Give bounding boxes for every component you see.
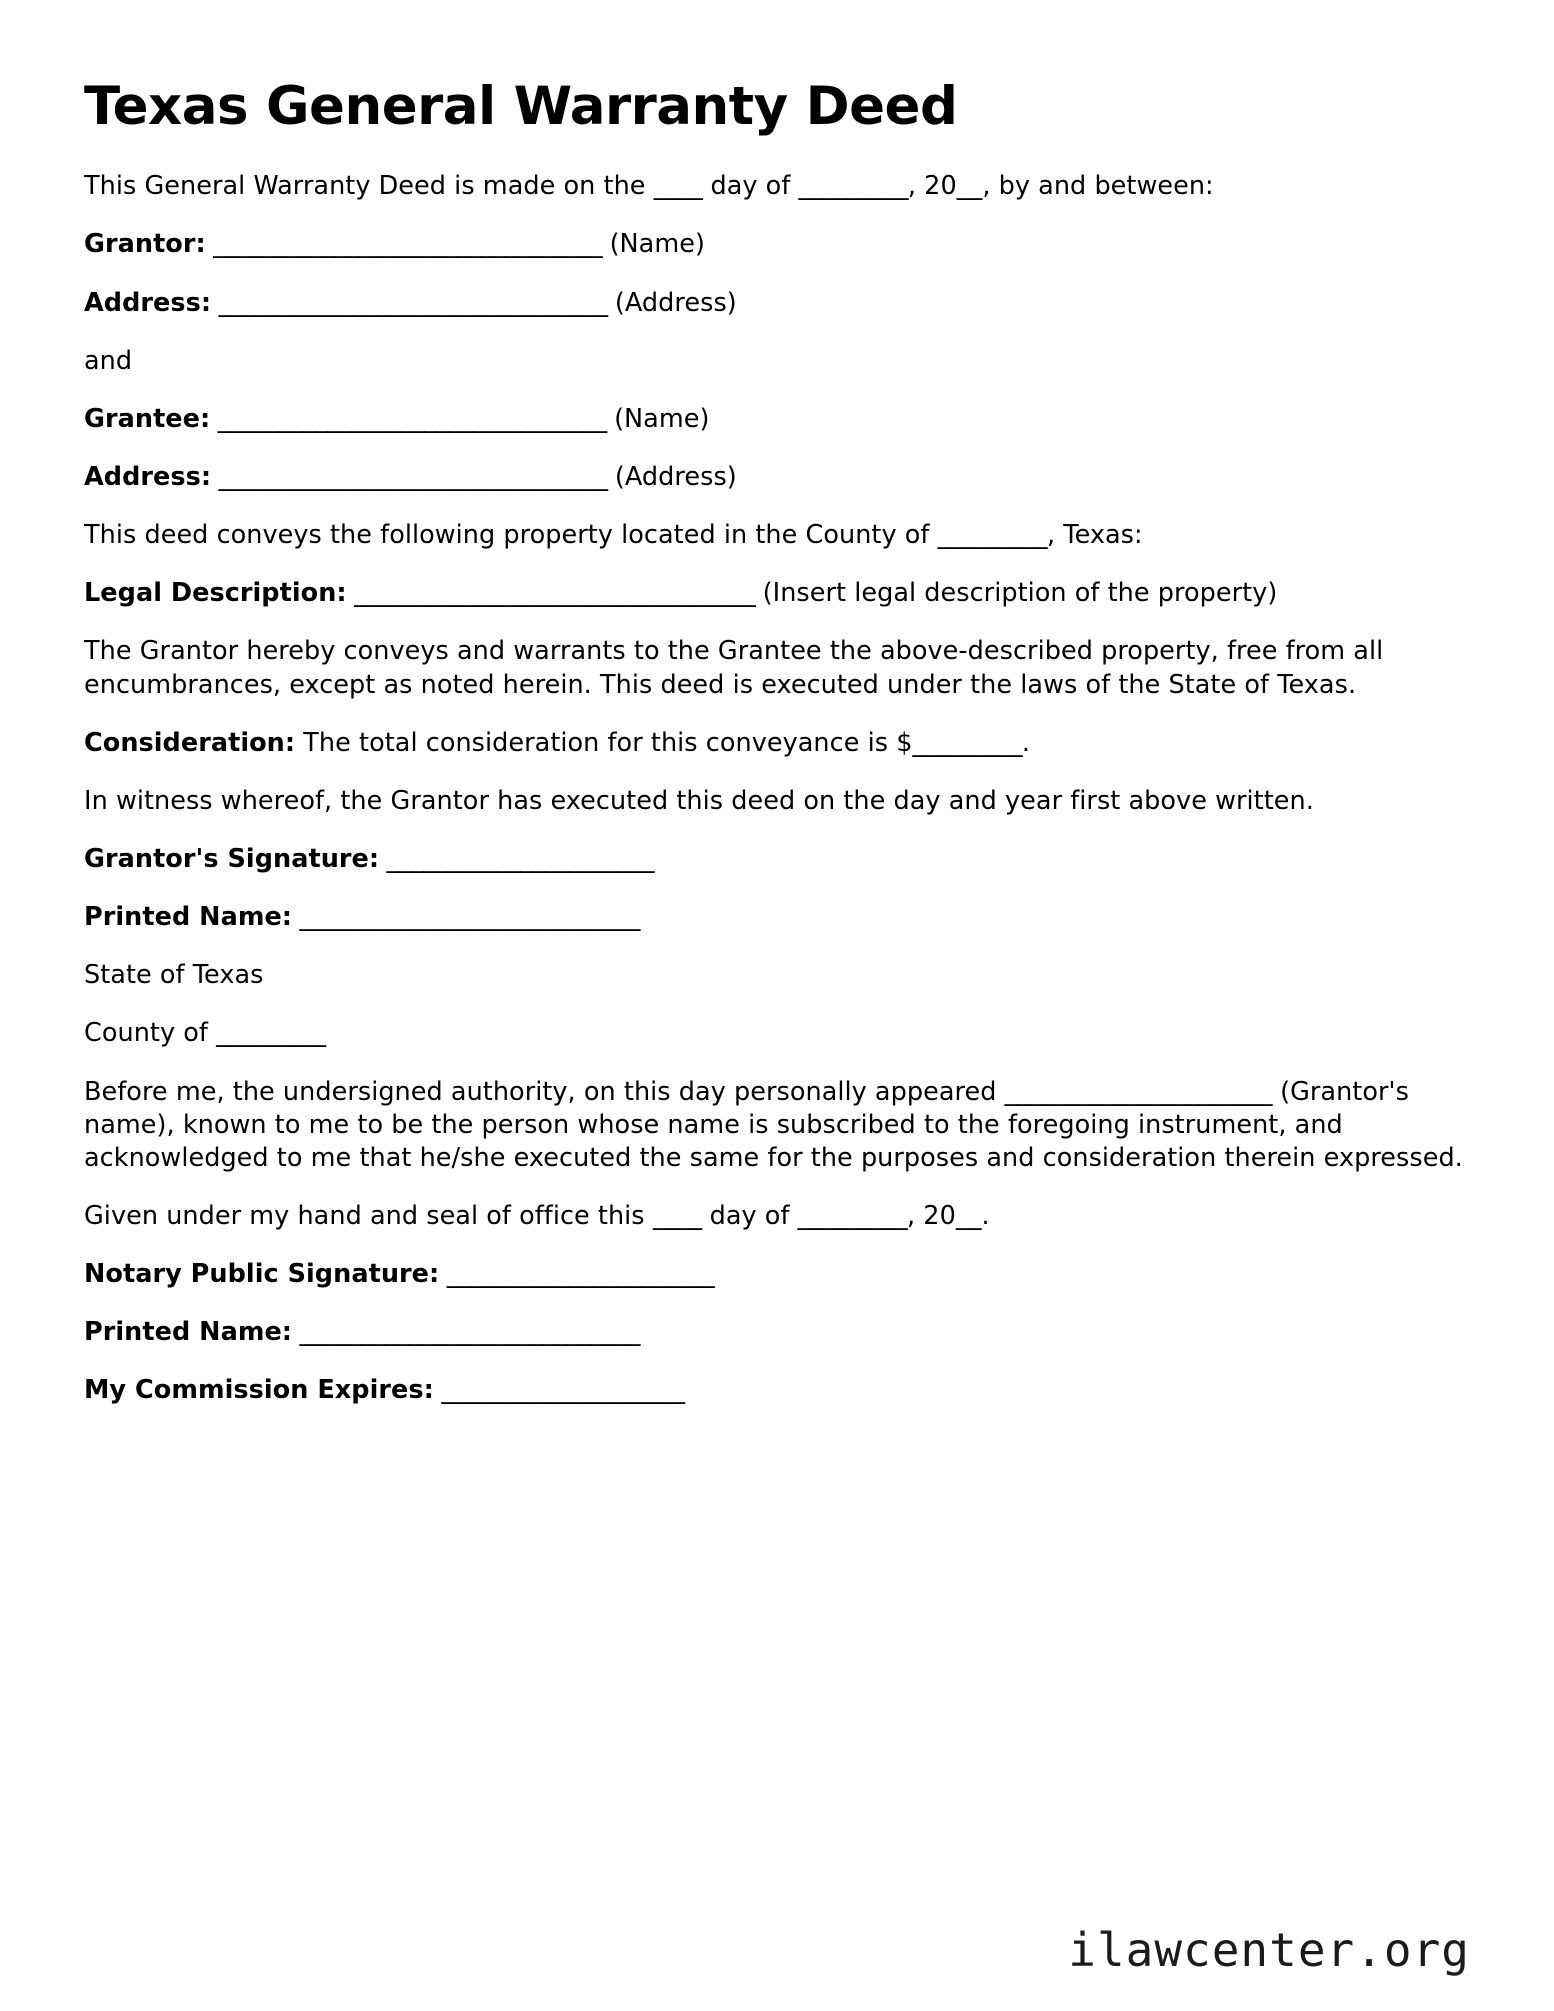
acknowledgment-text-1: Before me, the undersigned authority, on this day personally appeared [84,1076,1005,1107]
page-title: Texas General Warranty Deed [84,76,958,137]
grantor-label: Grantor: [84,229,206,260]
property-location-line [84,519,1470,552]
county-text: County of [84,1018,217,1049]
acknowledgment-name-blank: ______________________ [1004,1076,1272,1107]
grantee-address-label: Address: [84,462,212,492]
grantor-line [84,228,1470,261]
intro-text-3: , 20__, by and between: [907,171,1214,202]
grantor-address-label: Address: [84,287,212,318]
notary-printed-name-blank: ____________________________ [292,1317,640,1348]
grantor-printed-name-label: Printed Name: [84,902,293,933]
grantee-line [84,403,1470,436]
grantee-address-blank: ________________________________ [211,462,615,492]
grantee-name-blank: ________________________________ [210,403,615,434]
conjunction-line: and [84,345,133,376]
acknowledgment-text-2: (Grantor's name), known to me to be the person whose name is subscribed to the foregoing instrument, and acknowledged to me that he/she executed the same for the purposes and consideration therein expressed. [84,1076,1463,1173]
intro-paragraph [84,170,1470,203]
intro-text-1: This General Warranty Deed is made on the [84,171,654,202]
consideration-label: Consideration: [84,727,296,758]
consideration-text-1: The total consideration for this conveyance is $ [295,727,913,758]
grantor-signature-label: Grantor's Signature: [84,843,380,874]
conveyance-paragraph: The Grantor hereby conveys and warrants to the Grantee the above-described property, free from all encumbrances, except as noted herein. This deed is executed under the laws of the State of Texas. [84,636,1384,700]
consideration-line [84,727,1470,760]
notary-printed-name-line [84,1316,1470,1349]
intro-day-blank: ____ [653,171,703,202]
legal-description-hint: (Insert legal description of the property) [762,578,1278,609]
legal-description-blank: _________________________________ [346,578,763,609]
state-line: State of Texas [84,960,264,991]
commission-expires-label: My Commission Expires: [84,1375,434,1406]
commission-expires-line [84,1374,1470,1407]
footer-watermark: ilawcenter.org [1068,1923,1470,1977]
grantor-printed-name-line [84,901,1470,934]
seal-line [84,1200,1470,1233]
consideration-text-2: . [1021,727,1031,758]
property-location-text-1: This deed conveys the following property located in the County of [84,520,938,551]
seal-text-1: Given under my hand and seal of office this [84,1200,653,1231]
county-blank: _________ [216,1018,326,1049]
property-location-text-2: , Texas: [1046,520,1143,551]
intro-text-2: day of [702,171,799,202]
grantor-address-blank: ________________________________ [211,287,615,318]
grantor-printed-name-blank: ____________________________ [292,902,640,933]
county-line [84,1017,1470,1050]
notary-printed-name-label: Printed Name: [84,1317,293,1348]
grantee-label: Grantee: [84,403,211,434]
legal-description-line [84,577,1470,610]
notary-signature-blank: ______________________ [439,1259,715,1290]
notary-signature-line [84,1258,1470,1291]
intro-month-blank: _________ [798,171,908,202]
grantee-address-line [84,461,1470,494]
grantee-hint: (Name) [614,403,710,434]
seal-day-blank: ____ [652,1200,702,1231]
grantor-hint: (Name) [609,229,705,260]
grantee-address-hint: (Address) [614,462,737,492]
property-county-blank: _________ [937,520,1047,551]
seal-month-blank: _________ [797,1200,907,1231]
consideration-amount-blank: _________ [912,727,1022,758]
grantor-signature-line [84,843,1470,876]
grantor-signature-blank: ______________________ [379,843,654,874]
witness-paragraph: In witness whereof, the Grantor has executed this deed on the day and year first above written. [84,785,1314,816]
seal-text-3: , 20__. [906,1200,990,1231]
commission-expires-blank: ____________________ [433,1375,685,1406]
acknowledgment-paragraph [84,1076,1470,1175]
legal-description-label: Legal Description: [84,578,347,609]
grantor-name-blank: ________________________________ [205,229,610,260]
notary-signature-label: Notary Public Signature: [84,1259,440,1290]
seal-text-2: day of [701,1200,798,1231]
grantor-address-line [84,287,1470,320]
grantor-address-hint: (Address) [614,287,737,318]
